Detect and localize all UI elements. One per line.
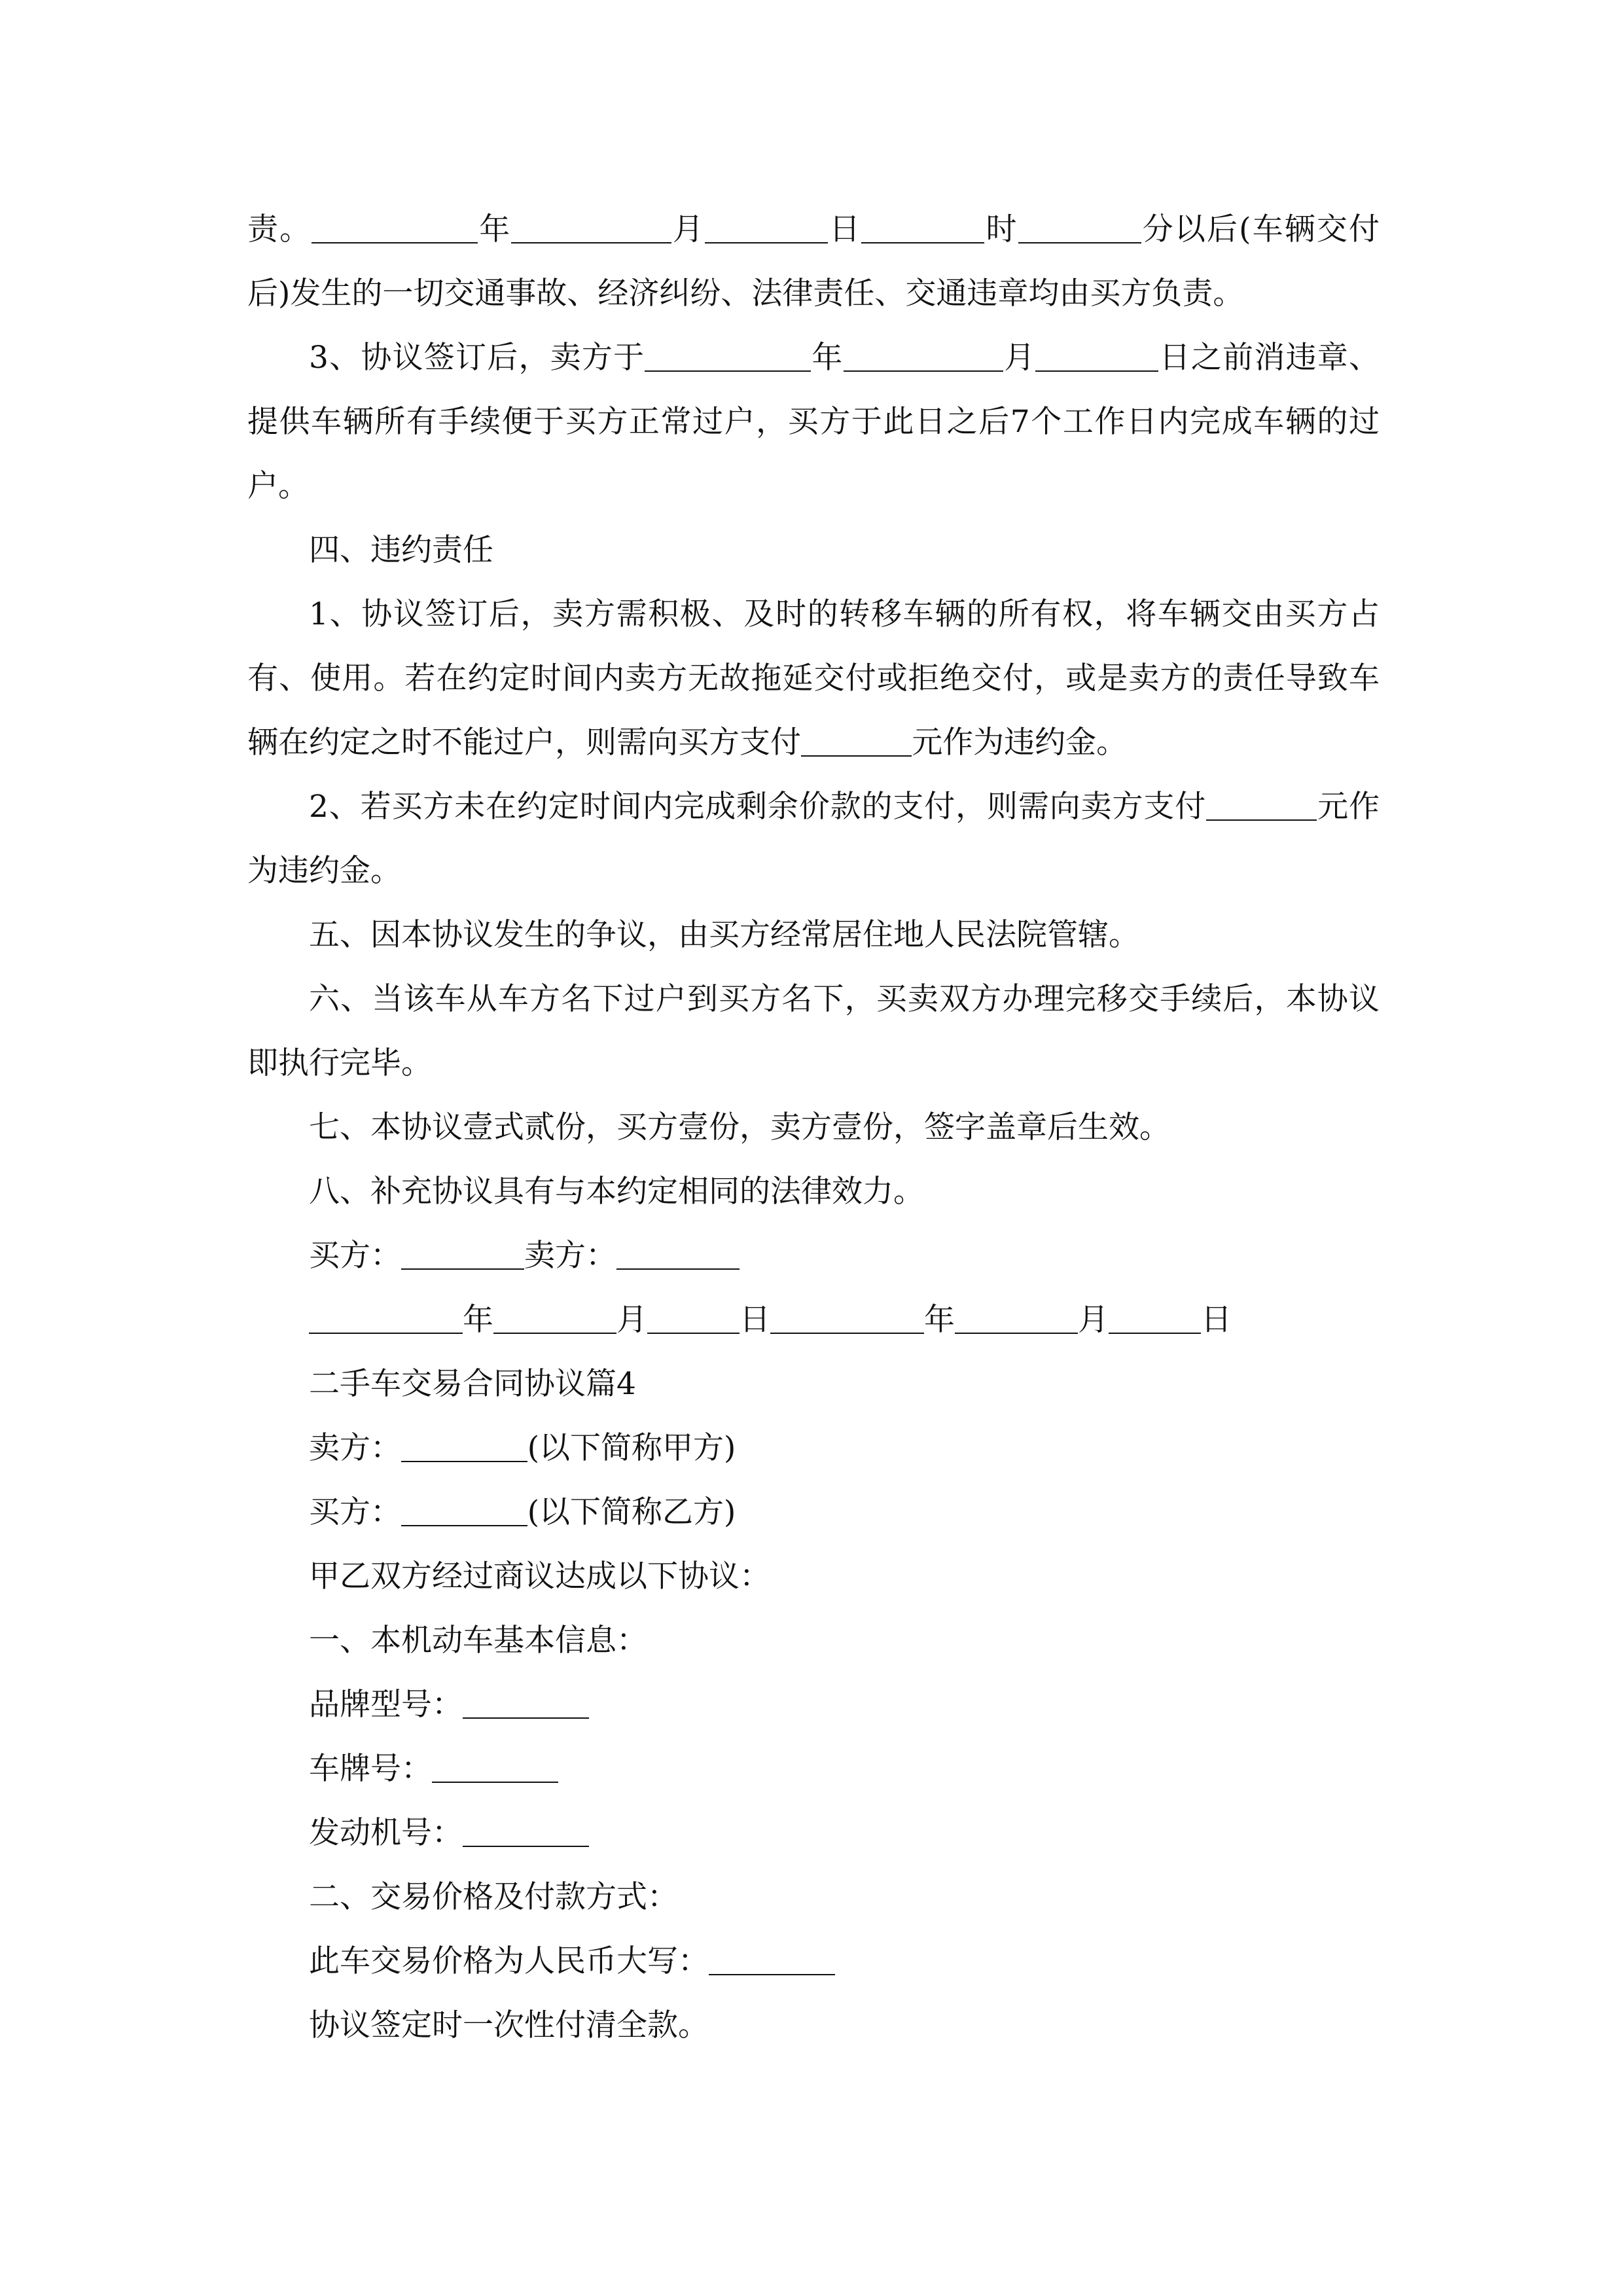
blank-field xyxy=(709,1943,835,1975)
blank-field xyxy=(463,1687,589,1719)
document-body xyxy=(247,198,1380,2058)
blank-field xyxy=(1206,789,1317,821)
blank-field xyxy=(401,1430,527,1462)
blank-field xyxy=(861,211,984,243)
blank-field xyxy=(645,340,811,372)
blank-field xyxy=(493,1302,616,1334)
blank-field xyxy=(844,340,1003,372)
blank-field xyxy=(401,1494,527,1526)
clause-5: 五、因本协议发生的争议，由买方经常居住地人民法院管辖。 xyxy=(309,917,1139,953)
payment-line: 协议签定时一次性付清全款。 xyxy=(309,2007,709,2043)
section-price: 二、交易价格及付款方式： xyxy=(309,1879,678,1915)
blank-field xyxy=(432,1751,558,1783)
section-heading-4: 四、违约责任 xyxy=(309,532,493,568)
engine-line: 发动机号： xyxy=(247,1801,1380,1865)
blank-field xyxy=(647,1302,740,1334)
clause-breach-1: 1、协议签订后，卖方需积极、及时的转移车辆的所有权，将车辆交由买方占有、使用。若在约定时间内卖方无故拖延交付或拒绝交付，或是卖方的责任导致车辆在约定之时不能过户，则需向买方支付 元作为违约金。 xyxy=(247,596,1380,761)
buyer-line: 买方： (以下简称乙方) xyxy=(309,1494,736,1530)
agreement-intro: 甲乙双方经过商议达成以下协议： xyxy=(309,1558,770,1594)
blank-field xyxy=(801,725,912,757)
blank-field xyxy=(1035,340,1158,372)
blank-field xyxy=(312,211,478,243)
clause-3: 3、协议签订后，卖方于 年 月 日之前消违章、提供车辆所有手续便于买方正常过户，买方于此日之后7个工作日内完成车辆的过户。 xyxy=(247,340,1380,504)
blank-field xyxy=(616,1238,740,1270)
blank-field xyxy=(955,1302,1078,1334)
signature-line: 买方： 卖方： xyxy=(247,1224,1380,1288)
blank-field xyxy=(770,1302,924,1334)
blank-field xyxy=(511,211,671,243)
date-line: 年 月 日 年 月 日 xyxy=(247,1288,1380,1352)
plate-line: 车牌号： xyxy=(247,1737,1380,1801)
contract-title-4: 二手车交易合同协议篇4 xyxy=(309,1366,636,1402)
blank-field xyxy=(463,1815,589,1847)
blank-field xyxy=(1109,1302,1201,1334)
clause-breach-2: 2、若买方未在约定时间内完成剩余价款的支付，则需向卖方支付 元作为违约金。 xyxy=(247,789,1380,889)
clause-6: 六、当该车从车方名下过户到买方名下，买卖双方办理完移交手续后，本协议即执行完毕。 xyxy=(247,981,1380,1081)
seller-line: 卖方： (以下简称甲方) xyxy=(309,1430,736,1466)
blank-field xyxy=(1018,211,1141,243)
brand-model-line: 品牌型号： xyxy=(247,1673,1380,1737)
clause-delivery-time: 责。 年 月 日 时 分以后(车辆交付后)发生的一切交通事故、经济纠纷、法律责任、交通违章均由买方负责。 xyxy=(247,211,1380,312)
section-vehicle-info: 一、本机动车基本信息： xyxy=(309,1623,647,1659)
blank-field xyxy=(705,211,828,243)
blank-field xyxy=(401,1238,524,1270)
price-line: 此车交易价格为人民币大写： xyxy=(247,1929,1380,1994)
blank-field xyxy=(309,1302,463,1334)
clause-8: 八、补充协议具有与本约定相同的法律效力。 xyxy=(309,1174,924,1210)
clause-7: 七、本协议壹式贰份，买方壹份，卖方壹份，签字盖章后生效。 xyxy=(309,1109,1170,1145)
